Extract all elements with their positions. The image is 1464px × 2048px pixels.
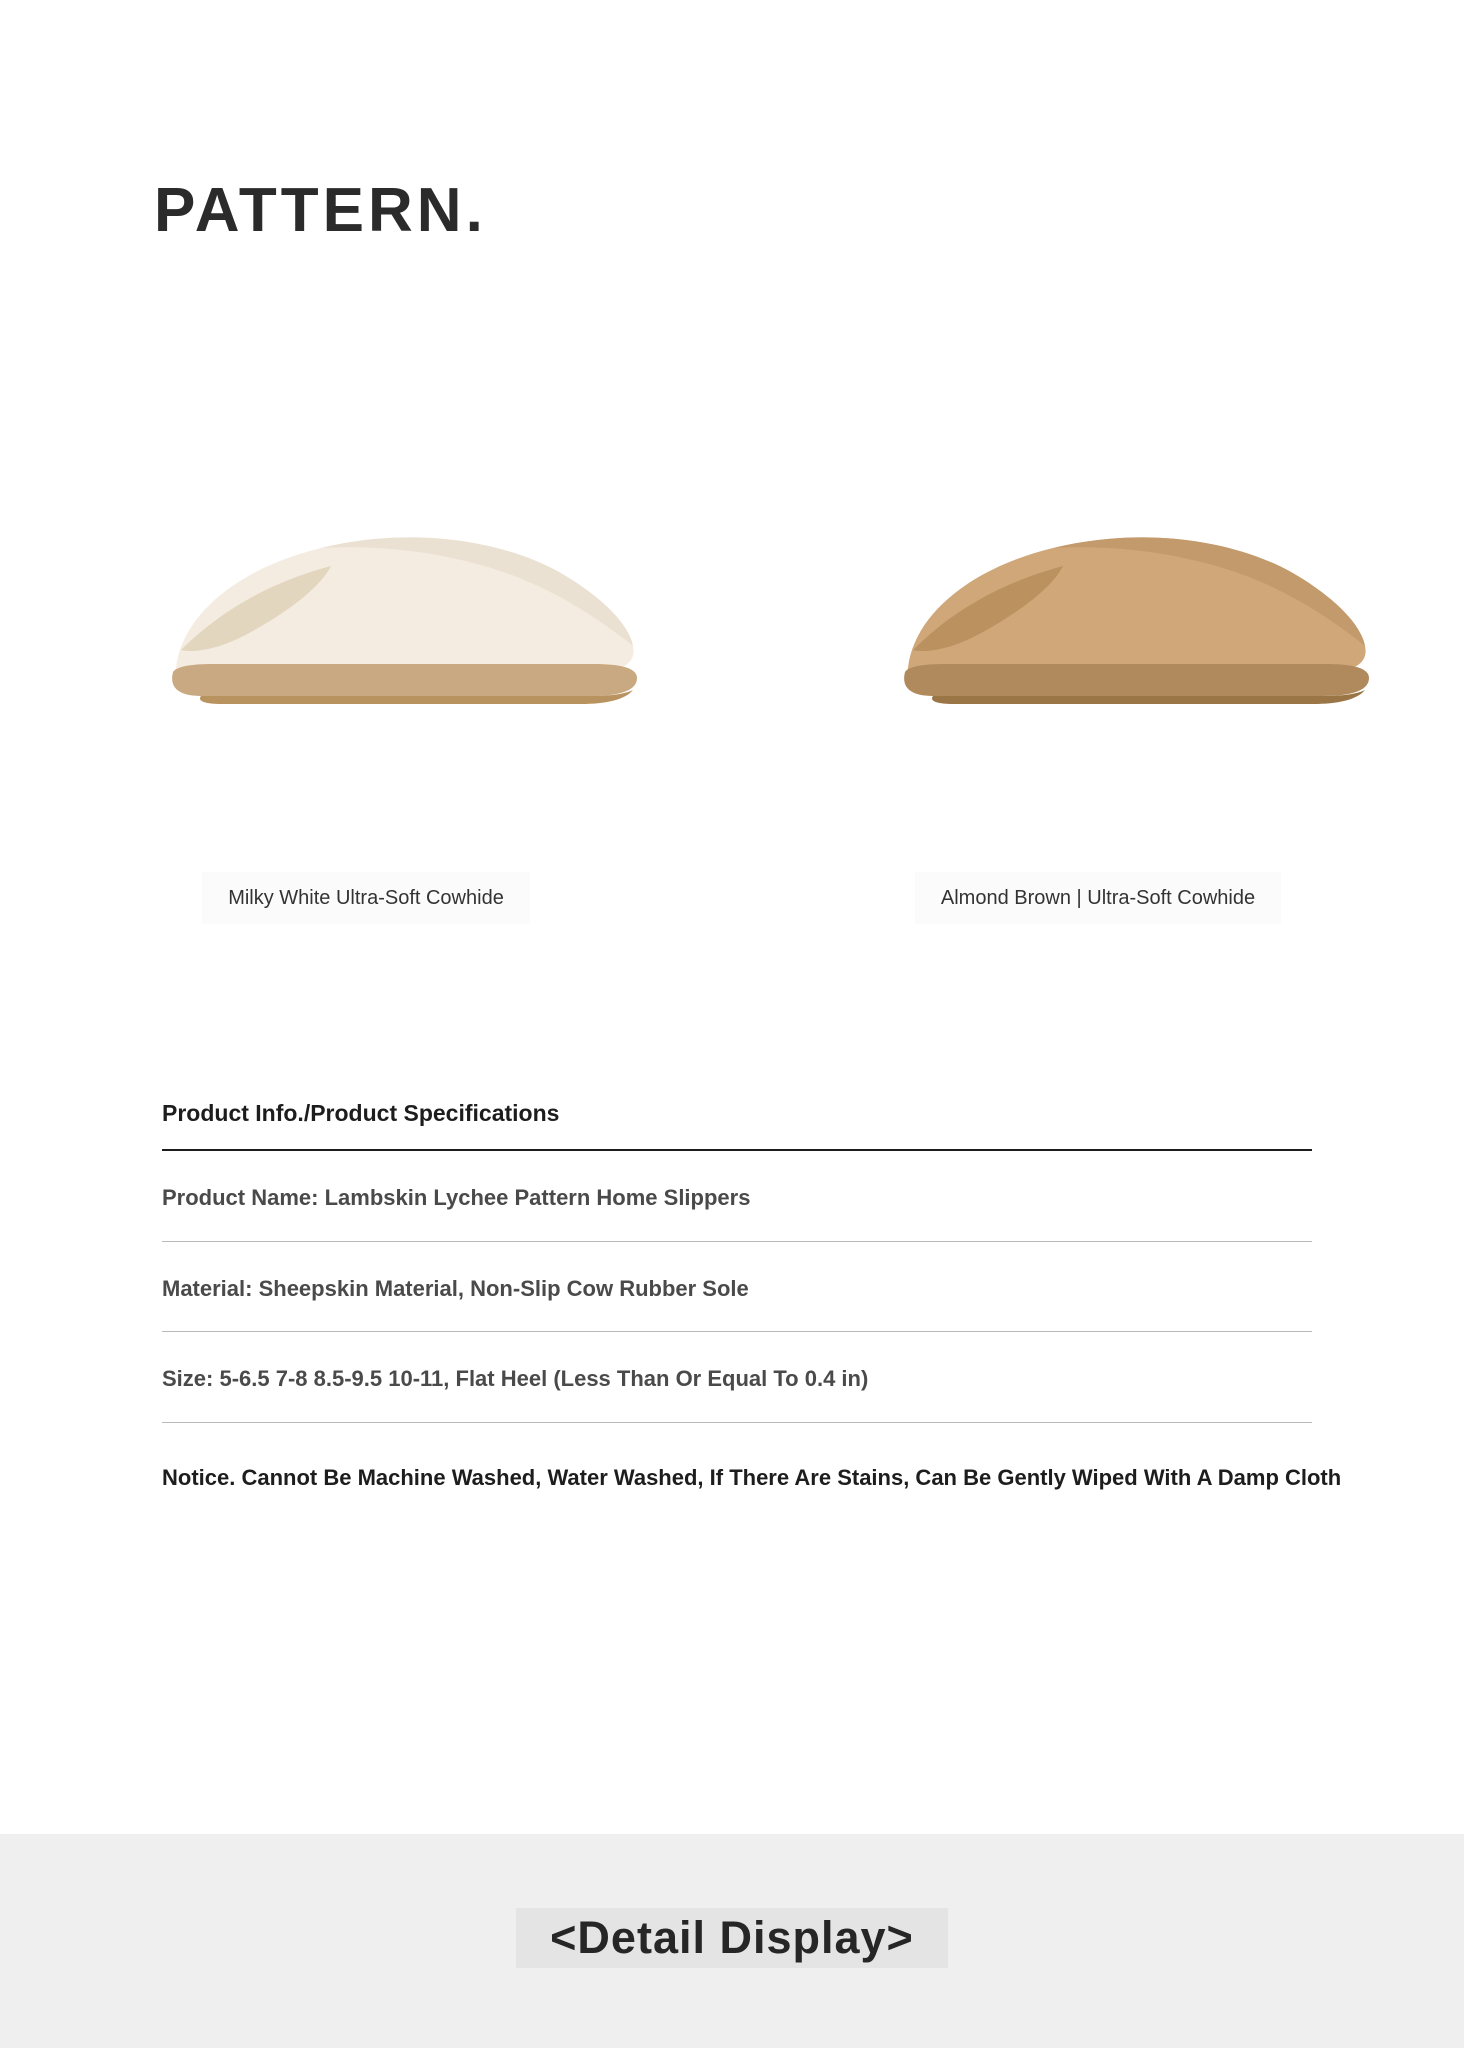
detail-display-text: <Detail Display> xyxy=(516,1908,948,1968)
shoe-image-almond-brown xyxy=(813,500,1383,750)
detail-display-heading xyxy=(0,1908,1464,1968)
spec-row-product-name xyxy=(162,1151,1312,1242)
slipper-illustration-icon xyxy=(81,500,651,750)
specifications-heading xyxy=(162,1100,1312,1151)
specifications-table xyxy=(162,1100,1342,1521)
product-caption: Milky White Ultra-Soft Cowhide xyxy=(202,872,530,924)
spec-row-notice xyxy=(162,1423,1342,1521)
slipper-illustration-icon xyxy=(813,500,1383,750)
product-card-almond-brown xyxy=(732,500,1464,940)
product-caption: Almond Brown | Ultra-Soft Cowhide xyxy=(915,872,1281,924)
product-card-milky-white xyxy=(0,500,732,940)
spec-row-text: Material: Sheepskin Material, Non-Slip Cow Rubber Sole xyxy=(162,1275,749,1301)
specifications-heading-text: Product Info./Product Specifications xyxy=(162,1100,560,1126)
spec-row-size xyxy=(162,1332,1312,1423)
shoe-image-milky-white xyxy=(81,500,651,750)
spec-row-material xyxy=(162,1242,1312,1333)
spec-row-text: Size: 5-6.5 7-8 8.5-9.5 10-11, Flat Heel (Less Than Or Equal To 0.4 in) xyxy=(162,1366,869,1392)
spec-row-text: Product Name: Lambskin Lychee Pattern Home Slippers xyxy=(162,1185,751,1210)
spec-row-text: Notice. Cannot Be Machine Washed, Water Washed, If There Are Stains, Can Be Gently Wiped With A Damp Cloth xyxy=(162,1465,1342,1491)
page-title: PATTERN. xyxy=(154,176,487,245)
product-gallery xyxy=(0,500,1464,940)
